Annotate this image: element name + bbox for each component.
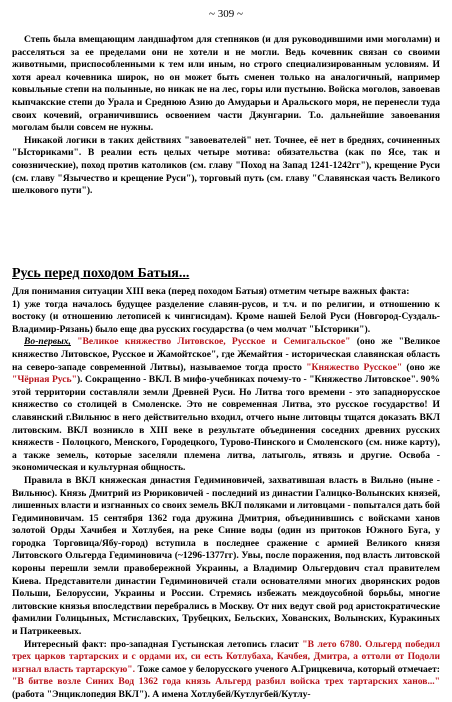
vkl-full-name: "Великое княжество Литовское, Русское и Семигальское": [77, 336, 351, 348]
section-block: [12, 266, 440, 702]
vkl-text-3: ). Сокращенно - ВКЛ. В мифо-учебниках почему-то - "Княжество Литовское". 90% этой территории составляли земли Древней Руси. Но Литва того времени - это западнорусское княжество со столицей в Смоленске. Это не современная Литва, это русское государство! И славянский г.Вильнюс в него действительно входил, отчего ныне литовцы тщатся доказать ВКЛ литовским. ВКЛ возникло в XIII веке в результате объединения соседних древних русских княжеств - Полоцкого, Менского, Городецкого, Турово-Пинского и Смоленского (см. ниже карту), а также земель, которые заселяли племена литва, латыголь, ятвязь и другие. Освоба - экономическая и культурная общность.: [12, 374, 440, 474]
paragraph-gediminovichi: Правила в ВКЛ княжеская династия Гедиминовичей, захватившая власть в Вильно (ныне - Вильнюс). Князь Дмитрий из Рюриковичей - последний из династии Галицко-Волынских князей, лишенных власти и изгнанных со своих земель ВКЛ поляками и литовцами - попытался дать бой Гедиминовичам. 15 сентября 1362 года дружина Дмитрия, объединившись с войсками ханов золотой Орды Хачибея и Хотлубея, на реке Синие воды (один из притоков Южного Буга, у городка Торговица/Ябу-город) вступила в последнее сражение с армией Великого князя Литовского Ольгерда Гедиминовича (~1296-1377гг). Увы, после поражения, под власть литовской короны перешли земли правобережной Украины, а Владимир Ольгердович стал правителем Киева. Представители династии Гедиминовичей стали основателями многих дворянских родов Польши, Белоруссии, Украины и России. Стремясь избежать междоусобной борьбы, многие литовские князья впоследствии перебрались в Москву. От них ведут свой род аристократические фамилии Голицыных, Мстиславских, Трубецких, Бельских, Хованских, Волынских, Куракиных и Патрикеевых.: [12, 474, 440, 638]
section-title: Русь перед походом Батыя...: [12, 266, 190, 281]
scholar-quote: "В битве возле Синих Вод 1362 года князь Альгерд разбил войска трех тартарских ханов...": [12, 676, 440, 688]
paragraph-interesting-fact: [12, 639, 440, 702]
fact-lead: Интересный факт: про-западная Густынская летопись гласит: [24, 638, 299, 650]
vkl-text-1: (оно же "Великое княжество Литовское, Русское и Жамойтское", где Жемайтия - историческая славянская область на северо-западе современной Литвы), называемое тогда просто: [12, 336, 440, 373]
paragraph-vkl: [12, 336, 440, 475]
section-intro: Для понимания ситуации XIII века (перед походом Батыя) отметим четыре важных факта:: [12, 286, 410, 297]
intro-paragraph-2: Никакой логики в таких действиях "завоевателей" нет. Точнее, её нет в бреднях, сочиненных "Ысториками". В реалии есть целых четыре мотива: обязательства (как по Ясе, так и союзнические), поход против католиков (см. главу "Поход на Запад 1241-1242гг"), крещение Руси (см. главу "Язычество и крещение Руси"), торговый путь (см. главу "Славянская часть Великого шелкового пути").: [12, 134, 440, 197]
lead-phrase: Во-первых,: [24, 336, 71, 348]
fact-1: 1) уже тогда началось будущее разделение славян-русов, и т.ч. и по религии, и отношению к востоку (и отношению летописей к чингисидам). Кроме нашей Белой Руси (Новгород-Суздаль-Владимир-Рязань) было еще два русских государства (о чем молчат "Ысторики").: [12, 298, 440, 335]
vkl-short-name: "Княжество Русское": [306, 361, 403, 373]
fact-end: (работа "Энциклопедия ВКЛ"). А имена Хотлубей/Кутлугбей/Кутлу-: [12, 689, 311, 700]
fact-mid: Тоже самое у белорусского ученого А.Грицкевича, который отмечает:: [137, 663, 441, 675]
intro-block: [12, 34, 440, 198]
black-rus-name: "Чёрная Русь": [12, 374, 77, 386]
vkl-text-2: (оно же: [406, 361, 440, 373]
page-number: ~ 309 ~: [209, 8, 243, 20]
chronicle-quote: "В лето 6780. Ольгерд победил трех царков тартарских и с ордами их, си есть Котлубаха, Качбея, Дмитра, а оттоли от Подоли изгнал власть тартарскую".: [12, 638, 440, 675]
intro-paragraph-1: Степь была вмещающим ландшафтом для степняков (и для руководившими ими моголами) и расселяться за ее пределами они не хотели и не могли. Ведь кочевник связан со своими животными, приспособленными к тем или иным, но строго специализированным условиям. И хотя арeал кочевника широк, но он может быть сменен только на аналогичный, например ковыльные степи на полынные, но никак не на лес, горы или пустыню. Войска моголов, завоевав кыпчакские степи до Урала и Среднюю Азию до Амударьи и Аральского моря, не перенесли туда своих кочевий, ограничившись освоением части Джунгарии. Т.о. дальнейшие завоевания моголам были совсем не нужны.: [12, 34, 440, 134]
